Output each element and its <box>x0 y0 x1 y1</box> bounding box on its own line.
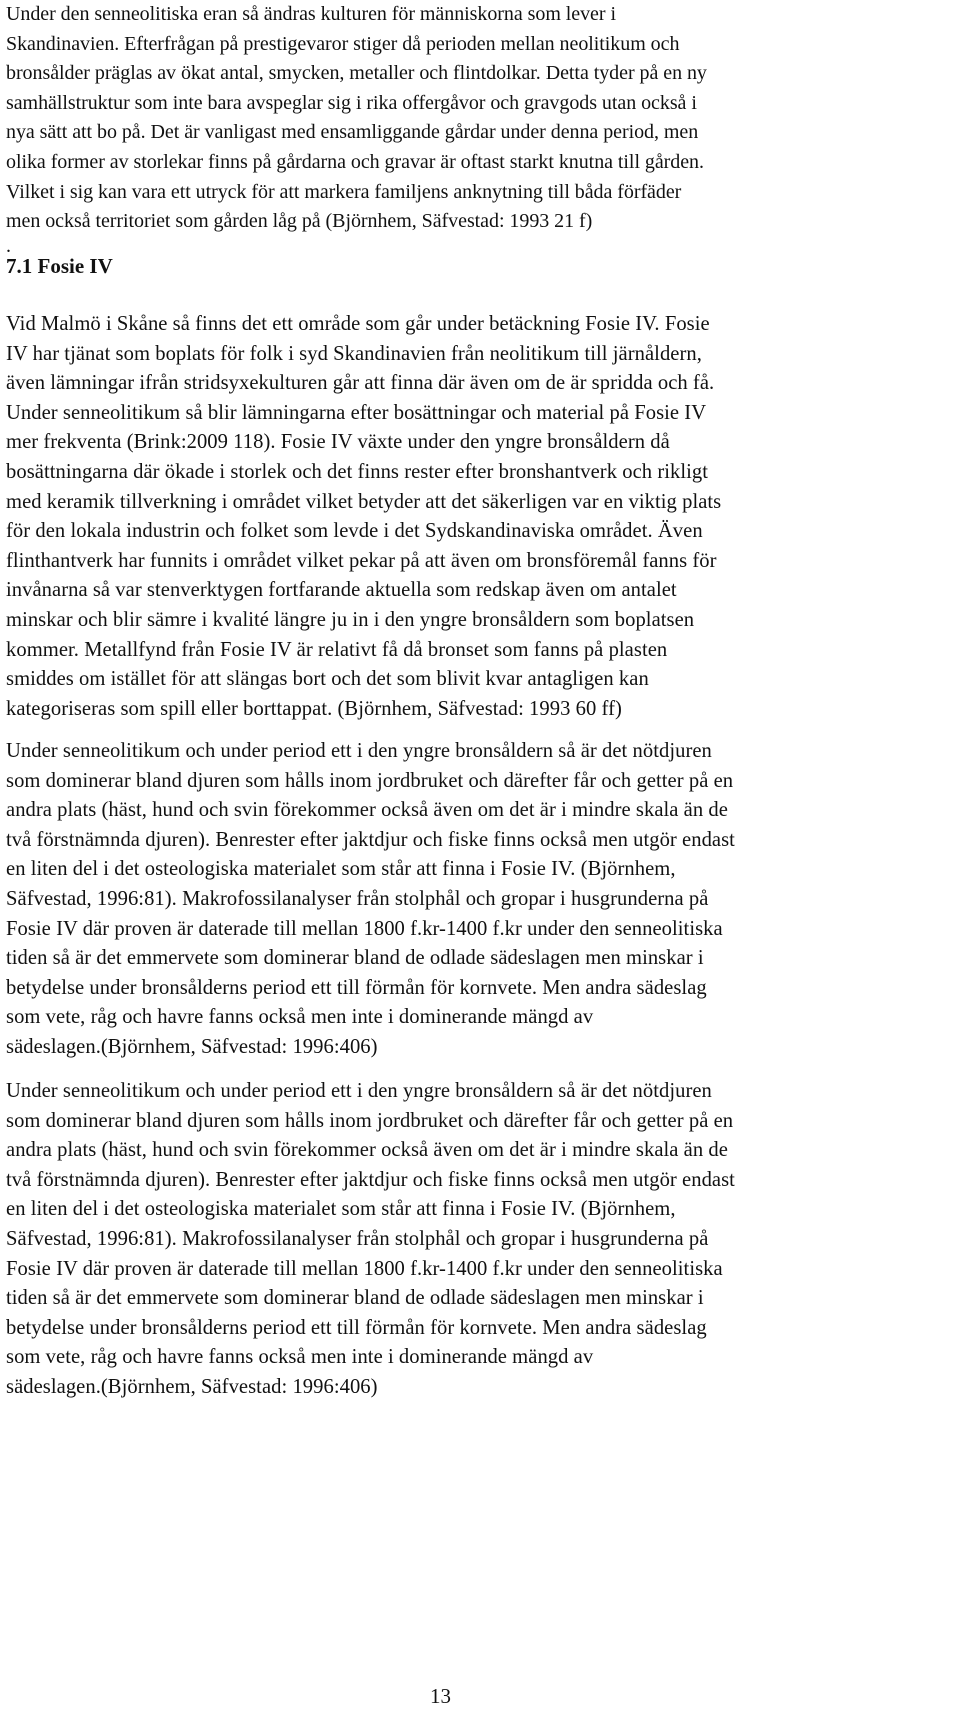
section-heading: 7.1 Fosie IV <box>6 254 113 278</box>
text-line: Vid Malmö i Skåne så finns det ett område som går under betäckning Fosie IV. Fosie <box>6 313 710 335</box>
text-line: sädeslagen.(Björnhem, Säfvestad: 1996:406) <box>6 1035 378 1058</box>
text-line: kommer. Metallfynd från Fosie IV är relativt få då bronset som fanns på plasten <box>6 638 668 661</box>
text-line: smiddes om istället för att slängas bort och det som blivit kvar antagligen kan <box>6 668 649 691</box>
text-line: IV har tjänat som boplats för folk i syd Skandinavien från neolitikum till järnåldern, <box>6 342 702 365</box>
text-line: Under senneolitikum och under period ett i den yngre bronsåldern så är det nötdjuren <box>6 1080 712 1102</box>
text-line: minskar och blir sämre i kvalité längre ju in i den yngre bronsåldern som boplatsen <box>6 608 695 631</box>
text-line: betydelse under bronsålderns period ett till förmån för kornvete. Men andra sädeslag <box>6 1316 707 1339</box>
text-line: Fosie IV där proven är daterade till mellan 1800 f.kr-1400 f.kr under den senneolitiska <box>6 1257 723 1280</box>
text-line: tiden så är det emmervete som dominerar bland de odlade sädeslagen men minskar i <box>6 947 704 970</box>
text-line: en liten del i det osteologiska materialet som står att finna i Fosie IV. (Björnhem, <box>6 858 676 881</box>
text-line: som vete, råg och havre fanns också men inte i dominerande mängd av <box>6 1006 594 1029</box>
fauna-paragraph-2 <box>6 1077 946 1403</box>
text-line: som dominerar bland djuren som hålls inom jordbruket och därefter får och getter på en <box>6 769 734 792</box>
text-line: mer frekventa (Brink:2009 118). Fosie IV växte under den yngre bronsåldern då <box>6 431 670 454</box>
paragraph-text <box>6 1077 946 1403</box>
text-line: en liten del i det osteologiska materialet som står att finna i Fosie IV. (Björnhem, <box>6 1198 676 1221</box>
text-line: men också territoriet som gården låg på (Björnhem, Säfvestad: 1993 21 f) <box>6 210 593 233</box>
text-line: med keramik tillverkning i området vilket betyder att det säkerligen var en viktig plats <box>6 490 722 513</box>
text-line: Under den senneolitiska eran så ändras kulturen för människorna som lever i <box>6 3 616 25</box>
text-line: invånarna så var stenverktygen fortfarande aktuella som redskap även om antalet <box>6 579 677 602</box>
text-line: andra plats (häst, hund och svin förekommer också även om det är i mindre skala än de <box>6 1139 728 1162</box>
text-line: olika former av storlekar finns på gårdarna och gravar är oftast starkt knutna till gården. <box>6 150 704 173</box>
text-line: Under senneolitikum så blir lämningarna efter bosättningar och material på Fosie IV <box>6 401 707 424</box>
text-line: tiden så är det emmervete som dominerar bland de odlade sädeslagen men minskar i <box>6 1287 704 1310</box>
text-line: för den lokala industrin och folket som levde i det Sydskandinaviska området. Även <box>6 520 703 543</box>
section-heading-block <box>6 253 946 279</box>
text-line: Fosie IV där proven är daterade till mellan 1800 f.kr-1400 f.kr under den senneolitiska <box>6 917 723 940</box>
text-line: nya sätt att bo på. Det är vanligast med ensamliggande gårdar under denna period, men <box>6 121 699 144</box>
text-line: bosättningarna där ökade i storlek och det finns rester efter bronshantverk och rikligt <box>6 460 709 483</box>
text-line: andra plats (häst, hund och svin förekommer också även om det är i mindre skala än de <box>6 799 728 822</box>
paragraph-text <box>6 737 946 1063</box>
paragraph-text <box>6 310 946 724</box>
text-line: samhällstruktur som inte bara avspeglar sig i rika offergåvor och gravgods utan också i <box>6 91 697 114</box>
page-number: 13 <box>430 1684 451 1708</box>
paragraph-text <box>6 0 946 237</box>
text-line: Säfvestad, 1996:81). Makrofossilanalyser från stolphål och gropar i husgrunderna på <box>6 887 709 910</box>
text-line: även lämningar ifrån stridsyxekulturen går att finna där även om de är spridda och få. <box>6 372 715 395</box>
text-line: kategoriseras som spill eller borttappat. (Björnhem, Säfvestad: 1993 60 ff) <box>6 697 622 720</box>
fosie-paragraph <box>6 310 946 724</box>
text-line: betydelse under bronsålderns period ett till förmån för kornvete. Men andra sädeslag <box>6 976 707 999</box>
fauna-paragraph-1 <box>6 737 946 1063</box>
text-line: bronsålder präglas av ökat antal, smycken, metaller och flintdolkar. Detta tyder på en ny <box>6 62 707 85</box>
text-line: två förstnämnda djuren). Benrester efter jaktdjur och fiske finns också men utgör endast <box>6 828 735 851</box>
text-line: två förstnämnda djuren). Benrester efter jaktdjur och fiske finns också men utgör endast <box>6 1168 735 1191</box>
text-line: som vete, råg och havre fanns också men inte i dominerande mängd av <box>6 1346 594 1369</box>
text-line: flinthantverk har funnits i området vilket pekar på att även om bronsföremål fanns för <box>6 549 717 572</box>
text-line: Under senneolitikum och under period ett i den yngre bronsåldern så är det nötdjuren <box>6 740 712 762</box>
text-line: Skandinavien. Efterfrågan på prestigevaror stiger då perioden mellan neolitikum och <box>6 32 680 55</box>
text-line: sädeslagen.(Björnhem, Säfvestad: 1996:406) <box>6 1375 378 1398</box>
stray-dot: . <box>6 235 11 257</box>
text-line: Vilket i sig kan vara ett utryck för att markera familjens anknytning till båda förfäder <box>6 180 682 203</box>
text-line: som dominerar bland djuren som hålls inom jordbruket och därefter får och getter på en <box>6 1109 734 1132</box>
text-line: Säfvestad, 1996:81). Makrofossilanalyser från stolphål och gropar i husgrunderna på <box>6 1227 709 1250</box>
intro-paragraph <box>6 0 946 237</box>
